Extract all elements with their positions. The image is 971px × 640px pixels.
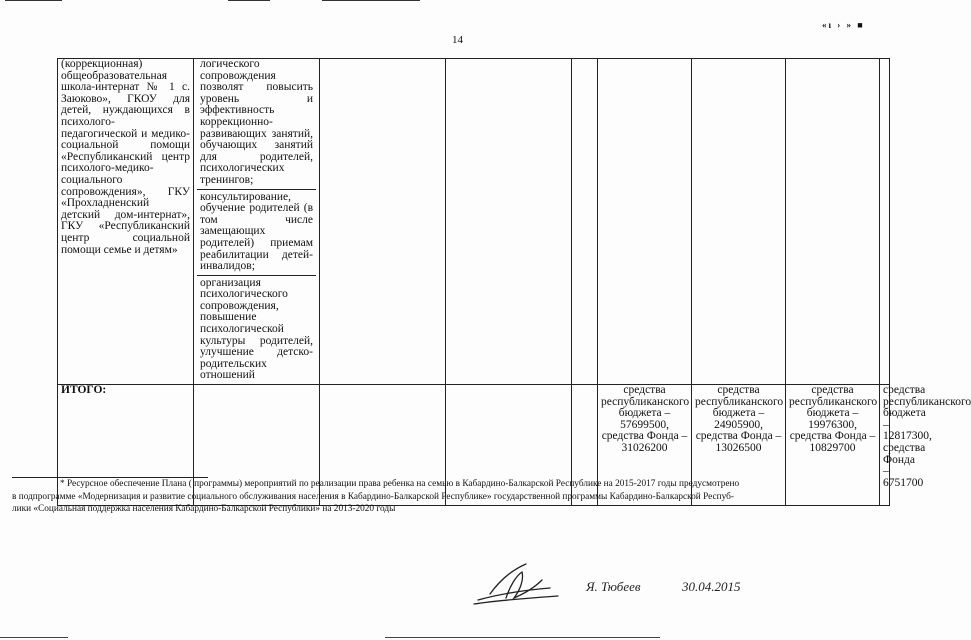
top-edge-rule-mid (228, 0, 270, 1)
signature-name: Я. Тюбеев (586, 579, 641, 594)
top-edge-rule-left (5, 0, 62, 1)
measures-cell (194, 59, 320, 385)
footnote (12, 478, 897, 516)
total-label: ИТОГО: (58, 385, 194, 506)
signature-mark (474, 564, 558, 604)
bottom-edge-rule-left (0, 637, 68, 638)
table-row-measures (58, 59, 890, 385)
plan-table (57, 58, 971, 506)
signature-date: 30.04.2015 (682, 579, 741, 594)
corner-mark: «ı › » ■ (822, 20, 865, 30)
funding-2016: средства республиканского бюджета – 24905900, средства Фонда – 13026500 (692, 385, 786, 506)
page-number: 14 (452, 34, 463, 46)
empty-cell (446, 59, 572, 385)
top-edge-rule-right (322, 0, 420, 1)
funding-2017: средства республиканского бюджета – 19976300, средства Фонда – 10829700 (786, 385, 880, 506)
footnote-line: лики «Социальная поддержка населения Кабардино-Балкарской Республики» на 2013-2020 годы (12, 504, 396, 514)
funding-total: средства республиканского бюджета – 12817300, средства Фонда – 6751700 (880, 385, 890, 506)
footnote-line: * Ресурсное обеспечение Плана ( программы) мероприятий по реализации права ребенка на семью в Кабардино-Балкарской Республике на 2015-2017 годы предусмотрено (60, 479, 740, 489)
empty-cell (598, 59, 692, 385)
measure-item: организация психологического сопровождения, повышение психологической культуры родителей, улучшение детско-родительских отношений (197, 275, 316, 384)
empty-cell (692, 59, 786, 385)
funding-2015: средства республиканского бюджета – 57699500, средства Фонда – 31026200 (598, 385, 692, 506)
measure-item: логического сопровождения позволят повысить уровень и эффективность коррекционно-развивающих занятий, обучающих занятий для родителей, психологических тренингов; (200, 58, 313, 186)
empty-cell (320, 59, 446, 385)
empty-cell (786, 59, 880, 385)
footnote-line: в подпрограмме «Модернизация и развитие социального обслуживания населения в Кабардино-Балкарской Республике» государственной программы Кабардино-Балкарской Респуб- (12, 491, 734, 502)
measure-item: консультирование, обучение родителей (в том числе замещающих родителей) приемам реабилитации детей-инвалидов; (197, 189, 316, 275)
signature-block (470, 560, 770, 610)
empty-cell (880, 59, 890, 385)
executors-cell: (коррекционная) общеобразовательная школа-интернат № 1 с. Заюково», ГКОУ для детей, нуждающихся в психолого-педагогической и медико-социальной помощи «Республиканский центр психолого-медико-социального сопровождения», ГКУ «Прохладненский детский дом-интернат», ГКУ «Республиканский центр социальной помощи семье и детям» (58, 59, 194, 385)
bottom-edge-rule-right (385, 637, 660, 638)
empty-cell (572, 59, 598, 385)
